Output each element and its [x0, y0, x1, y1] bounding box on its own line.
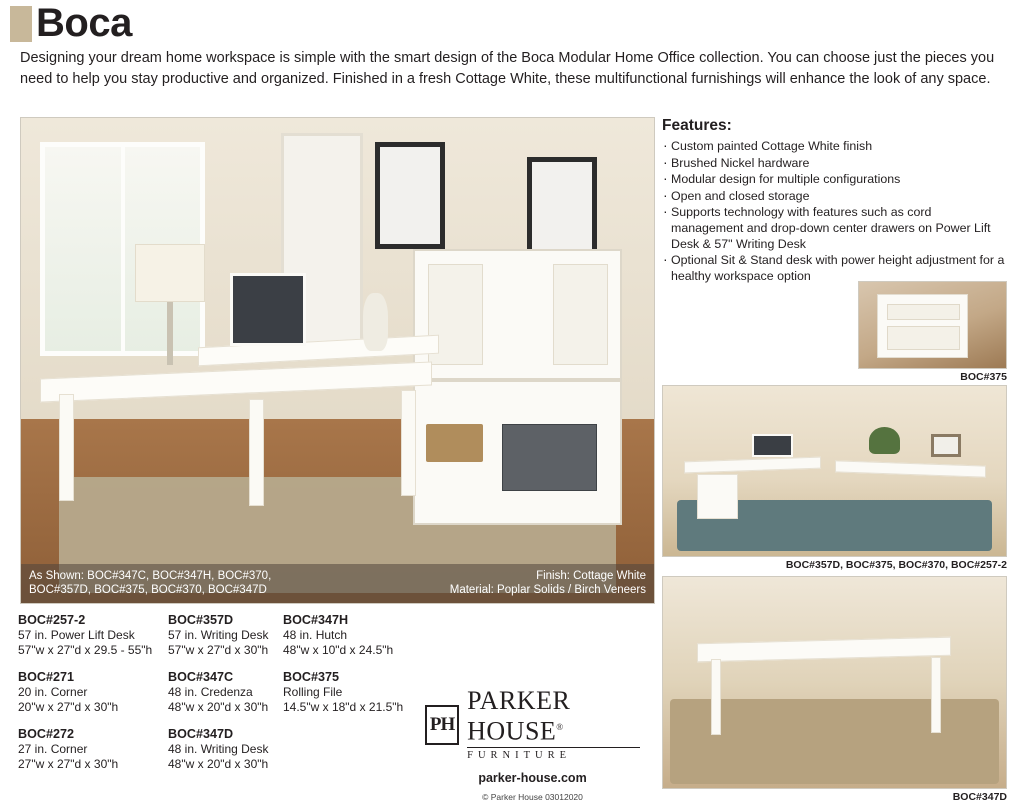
sku-entry	[168, 612, 283, 658]
product-photo-writing-desk	[662, 576, 1007, 789]
desk-leg-right	[401, 390, 416, 497]
sku-name: 57 in. Power Lift Desk	[18, 628, 135, 642]
decor-plant	[869, 427, 900, 454]
feature-item: · Custom painted Cottage White finish	[662, 139, 1007, 155]
wall-art-left	[375, 142, 445, 249]
intro-paragraph: Designing your dream home workspace is simple with the smart design of the Boca Modular Home Office collection. You can choose just the pieces you need to help you stay productive and organized. Finished in a fresh Cottage White, these multifunctional furnishings will enhance the look of any space.	[20, 50, 995, 87]
sku-entry	[18, 669, 168, 715]
sku-code: BOC#271	[18, 670, 75, 684]
sku-name: 48 in. Hutch	[283, 628, 348, 642]
sku-dimensions: 57"w x 27"d x 30"h	[168, 643, 269, 657]
wide-photo-desk-right	[835, 460, 986, 477]
features-heading: Features:	[662, 117, 732, 134]
sku-column-2	[168, 612, 283, 783]
decor-picture-frame	[931, 434, 962, 458]
sku-dimensions: 14.5"w x 18"d x 21.5"h	[283, 700, 404, 714]
sku-name: 20 in. Corner	[18, 685, 88, 699]
feature-item: · Supports technology with features such as cord management and drop-down center drawers on Power Lift Desk & 57" Writing Desk	[662, 205, 1007, 252]
hero-finish-caption	[426, 564, 654, 603]
sku-code: BOC#347C	[168, 670, 234, 684]
product-photo-rolling-file	[858, 281, 1007, 369]
wall-art-right	[527, 157, 597, 254]
finish-label: Finish: Cottage White	[536, 570, 646, 582]
wide-photo-pedestal	[697, 474, 738, 518]
product-photo-workspace-wide	[662, 385, 1007, 557]
sku-name: 48 in. Writing Desk	[168, 742, 269, 756]
photo-caption-rolling-file: BOC#375	[960, 371, 1007, 383]
material-label: Material: Poplar Solids / Birch Veneers	[449, 584, 646, 596]
sku-dimensions: 48"w x 20"d x 30"h	[168, 700, 269, 714]
hero-as-shown-caption	[21, 564, 426, 603]
table-lamp-shade	[135, 244, 205, 302]
sku-entry	[283, 669, 418, 715]
sku-column-3	[283, 612, 418, 726]
computer-monitor	[230, 273, 306, 346]
tall-photo-desk-leg-left	[711, 659, 721, 735]
copyright-notice: © Parker House 03012020	[482, 791, 583, 802]
sku-code: BOC#347H	[283, 613, 349, 627]
sku-code: BOC#257-2	[18, 613, 86, 627]
sku-entry	[168, 726, 283, 772]
table-lamp-stem	[167, 302, 173, 365]
sku-dimensions: 20"w x 27"d x 30"h	[18, 700, 119, 714]
sku-dimensions: 57"w x 27"d x 29.5 - 55"h	[18, 643, 153, 657]
sku-code: BOC#375	[283, 670, 340, 684]
sku-code: BOC#272	[18, 727, 75, 741]
feature-item: · Optional Sit & Stand desk with power height adjustment for a healthy workspace option	[662, 253, 1007, 284]
sku-dimensions: 27"w x 27"d x 30"h	[18, 757, 119, 771]
tall-photo-desk-top	[697, 637, 951, 663]
tall-photo-desk-leg-right	[931, 657, 941, 733]
title-accent-swatch	[10, 6, 32, 42]
printer	[502, 424, 597, 492]
as-shown-line-1: As Shown: BOC#347C, BOC#347H, BOC#370,	[29, 570, 272, 582]
sku-name: 48 in. Credenza	[168, 685, 253, 699]
as-shown-line-2: BOC#357D, BOC#375, BOC#370, BOC#347D	[29, 584, 267, 596]
desk-leg-center	[249, 399, 264, 506]
sku-dimensions: 48"w x 20"d x 30"h	[168, 757, 269, 771]
features-section	[662, 117, 1007, 285]
photo-caption-workspace-wide: BOC#357D, BOC#375, BOC#370, BOC#257-2	[785, 559, 1007, 571]
sku-entry	[18, 726, 168, 772]
sku-dimensions: 48"w x 10"d x 24.5"h	[283, 643, 394, 657]
parker-house-monogram-icon: PH	[425, 705, 459, 745]
decor-vase	[363, 293, 388, 351]
wide-photo-desk-left	[684, 457, 821, 474]
brand-logo-block	[425, 688, 640, 802]
desk-leg-left	[59, 394, 74, 501]
sku-code: BOC#347D	[168, 727, 234, 741]
feature-item: · Brushed Nickel hardware	[662, 156, 1007, 172]
logo-row	[425, 688, 640, 763]
page-header	[0, 0, 1018, 48]
storage-basket	[426, 424, 483, 463]
photo-caption-writing-desk: BOC#347D	[952, 791, 1007, 803]
feature-item: · Modular design for multiple configurations	[662, 172, 1007, 188]
rolling-file-cabinet	[877, 294, 968, 358]
sku-column-1	[18, 612, 168, 783]
registered-mark: ®	[556, 722, 564, 732]
hutch-furniture	[413, 249, 622, 380]
sku-entry	[168, 669, 283, 715]
laptop	[752, 434, 793, 458]
logo-name	[467, 688, 640, 745]
page-title: Boca	[36, 1, 132, 45]
sku-name: Rolling File	[283, 685, 343, 699]
sku-name: 57 in. Writing Desk	[168, 628, 269, 642]
feature-item: · Open and closed storage	[662, 189, 1007, 205]
logo-subtitle: FURNITURE	[467, 747, 640, 763]
website-url[interactable]: parker-house.com	[478, 770, 587, 785]
sku-entry	[283, 612, 418, 658]
sku-entry	[18, 612, 168, 658]
logo-wordmark	[467, 688, 640, 763]
logo-name-text: PARKER HOUSE	[467, 686, 571, 746]
features-list	[662, 139, 1007, 284]
hero-room-photo	[20, 117, 655, 604]
sku-code: BOC#357D	[168, 613, 234, 627]
sku-name: 27 in. Corner	[18, 742, 88, 756]
